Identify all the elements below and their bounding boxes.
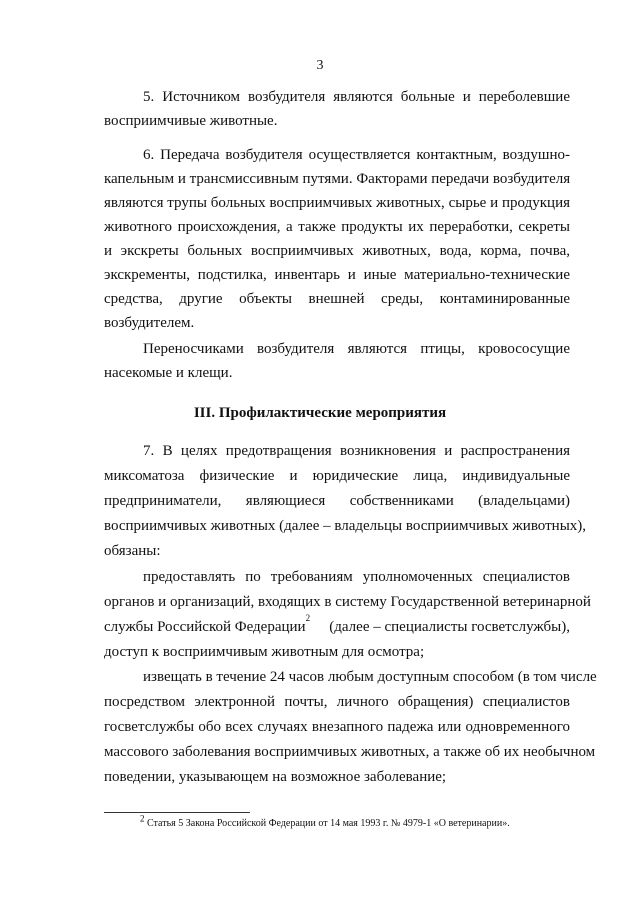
- section-heading: III. Профилактические мероприятия: [193, 405, 447, 421]
- text-fragment: (далее – специалисты госветслужбы),: [329, 619, 570, 635]
- text-line: обязаны:: [104, 543, 161, 559]
- text-line: насекомые и клещи.: [104, 365, 233, 381]
- text-line: массового заболевания восприимчивых животных, а также об их необычном: [104, 744, 596, 760]
- text-line: 5. Источником возбудителя являются больные и переболевшие: [143, 89, 570, 105]
- text-line: органов и организаций, входящих в систему Государственной ветеринарной: [104, 594, 591, 610]
- footnote-text: Статья 5 Закона Российской Федерации от 14 мая 1993 г. № 4979-1 «О ветеринарии».: [144, 818, 510, 829]
- text-line: восприимчивые животные.: [104, 113, 278, 129]
- text-line: экскременты, подстилка, инвентарь и иные материально-технические: [104, 267, 570, 283]
- text-line: возбудителем.: [104, 315, 195, 331]
- text-line: предоставлять по требованиям уполномоченных специалистов: [143, 569, 570, 585]
- footnote-divider: [104, 812, 250, 813]
- text-line: миксоматоза физические и юридические лица, индивидуальные: [104, 468, 570, 484]
- text-line: животного происхождения, а также продукты их переработки, секреты: [104, 219, 570, 235]
- text-line: госветслужбы обо всех случаях внезапного падежа или одновременного: [104, 719, 570, 735]
- text-line: восприимчивых животных (далее – владельцы восприимчивых животных),: [104, 518, 587, 534]
- text-line: предприниматели, являющиеся собственниками (владельцами): [104, 493, 570, 509]
- text-line: посредством электронной почты, личного обращения) специалистов: [104, 694, 570, 710]
- text-line: 7. В целях предотвращения возникновения и распространения: [143, 443, 570, 459]
- text-line: средства, другие объекты внешней среды, контаминированные: [104, 291, 570, 307]
- text-line: являются трупы больных восприимчивых животных, сырье и продукция: [104, 195, 570, 211]
- text-line: Переносчиками возбудителя являются птицы, кровососущие: [143, 341, 570, 357]
- text-line: доступ к восприимчивым животным для осмотра;: [104, 644, 425, 660]
- text-line: капельным и трансмиссивным путями. Факторами передачи возбудителя: [104, 171, 571, 187]
- text-line: извещать в течение 24 часов любым доступным способом (в том числе: [143, 669, 597, 685]
- footnote: [140, 813, 510, 830]
- text-line: 6. Передача возбудителя осуществляется контактным, воздушно-: [143, 147, 570, 163]
- text-fragment: службы Российской Федерации: [104, 619, 306, 635]
- footnote-reference: 2: [305, 613, 311, 623]
- footnote-mark: 2: [140, 813, 145, 824]
- text-line: [104, 613, 570, 636]
- page-number: 3: [316, 58, 324, 73]
- text-line: и экскреты больных восприимчивых животных, вода, корма, почва,: [104, 243, 570, 259]
- text-line: поведении, указывающем на возможное заболевание;: [104, 769, 447, 785]
